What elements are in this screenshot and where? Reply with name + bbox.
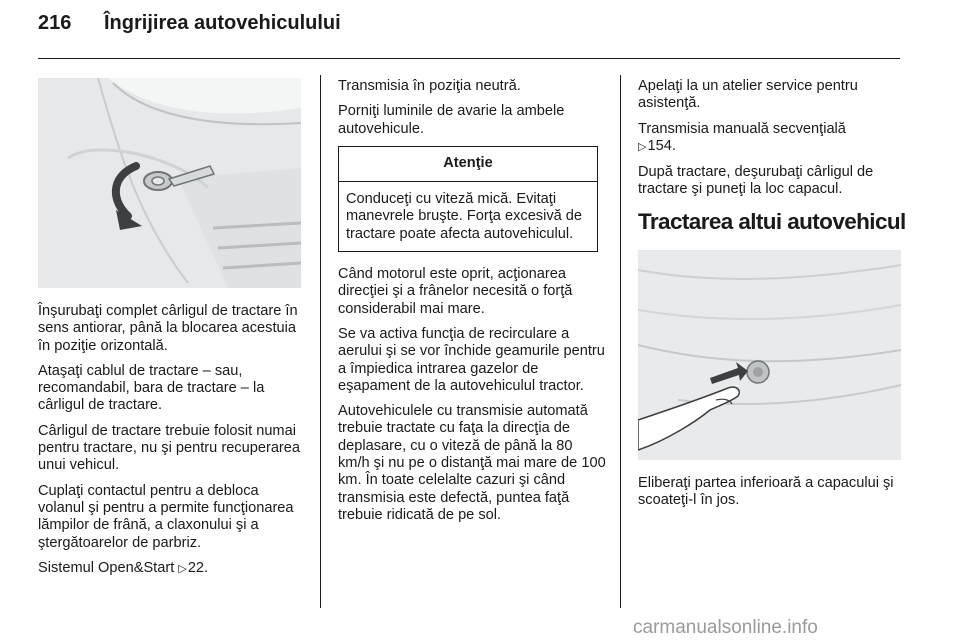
paragraph: Transmisia în poziţia neutră. (338, 78, 521, 94)
column-1 (38, 303, 306, 586)
section-heading: Tractarea altui autovehicul (638, 208, 906, 234)
reference-label: Sistemul Open&Start (38, 559, 175, 576)
page-reference[interactable]: 154. (647, 137, 676, 154)
towing-eye-arrow-icon (38, 78, 301, 288)
paragraph: Cuplaţi contactul pentru a debloca volanul şi pentru a permite funcţionarea lămpilor de frână, a claxonului şi a ştergătoarelor de parbriz. (38, 482, 294, 551)
paragraph (638, 121, 906, 157)
paragraph: Se va activa funcţia de recirculare a aerului şi se vor închide geamurile pentru a împiedica intrarea gazelor de eşapament de la autovehiculul tractor. (338, 325, 605, 394)
column-divider (320, 75, 321, 608)
paragraph: Când motorul este oprit, acţionarea direcţiei şi a frânelor necesită o forţă considerabil mai mare. (338, 266, 573, 317)
triangle-right-icon: ▷ (638, 140, 647, 153)
paragraph: După tractare, deşurubaţi cârligul de tractare şi puneţi la loc capacul. (638, 164, 874, 198)
paragraph: Apelaţi la un atelier service pentru asistenţă. (638, 78, 858, 112)
paragraph: Eliberaţi partea inferioară a capacului şi scoateţi-l în jos. (638, 475, 894, 509)
column-2 (338, 78, 606, 532)
hand-pressing-cover-icon (638, 250, 901, 460)
header-rule (38, 58, 900, 59)
warning-title: Atenţie (339, 147, 597, 182)
paragraph (38, 560, 306, 578)
towing-eye-figure (38, 78, 301, 288)
column-3 (638, 78, 906, 234)
cover-removal-figure (638, 250, 901, 460)
warning-body: Conduceţi cu viteză mică. Evitaţi manevrele bruşte. Forţa excesivă de tractare poate afecta autovehiculul. (346, 191, 583, 242)
column-divider (620, 75, 621, 608)
column-3-bottom (638, 475, 906, 518)
paragraph: Porniţi luminile de avarie la ambele autovehicule. (338, 103, 565, 137)
reference-label: Transmisia manuală secvenţială (638, 120, 846, 137)
page-reference[interactable]: 22. (187, 559, 209, 576)
paragraph: Autovehiculele cu transmisie automată trebuie tractate cu faţa la direcţia de deplasare, cu o viteză de până la 80 km/h şi nu pe o distanţă mai mare de 100 km. În toate celelalte cazuri şi când transmisia este defectă, puntea faţă trebuie ridicată de pe sol. (338, 403, 606, 523)
paragraph: Înşurubaţi complet cârligul de tractare în sens antiorar, până la blocarea acestuia în poziţie orizontală. (38, 303, 298, 354)
page-number: 216 (38, 12, 72, 34)
warning-box (338, 146, 598, 252)
paragraph: Ataşaţi cablul de tractare – sau, recomandabil, bara de tractare – la cârligul de tractare. (38, 362, 265, 414)
page-title: Îngrijirea autovehiculului (104, 12, 341, 34)
triangle-right-icon: ▷ (178, 562, 187, 575)
watermark: carmanualsonline.info (633, 617, 818, 638)
paragraph: Cârligul de tractare trebuie folosit numai pentru tractare, nu şi pentru recuperarea unui vehicul. (38, 422, 301, 474)
